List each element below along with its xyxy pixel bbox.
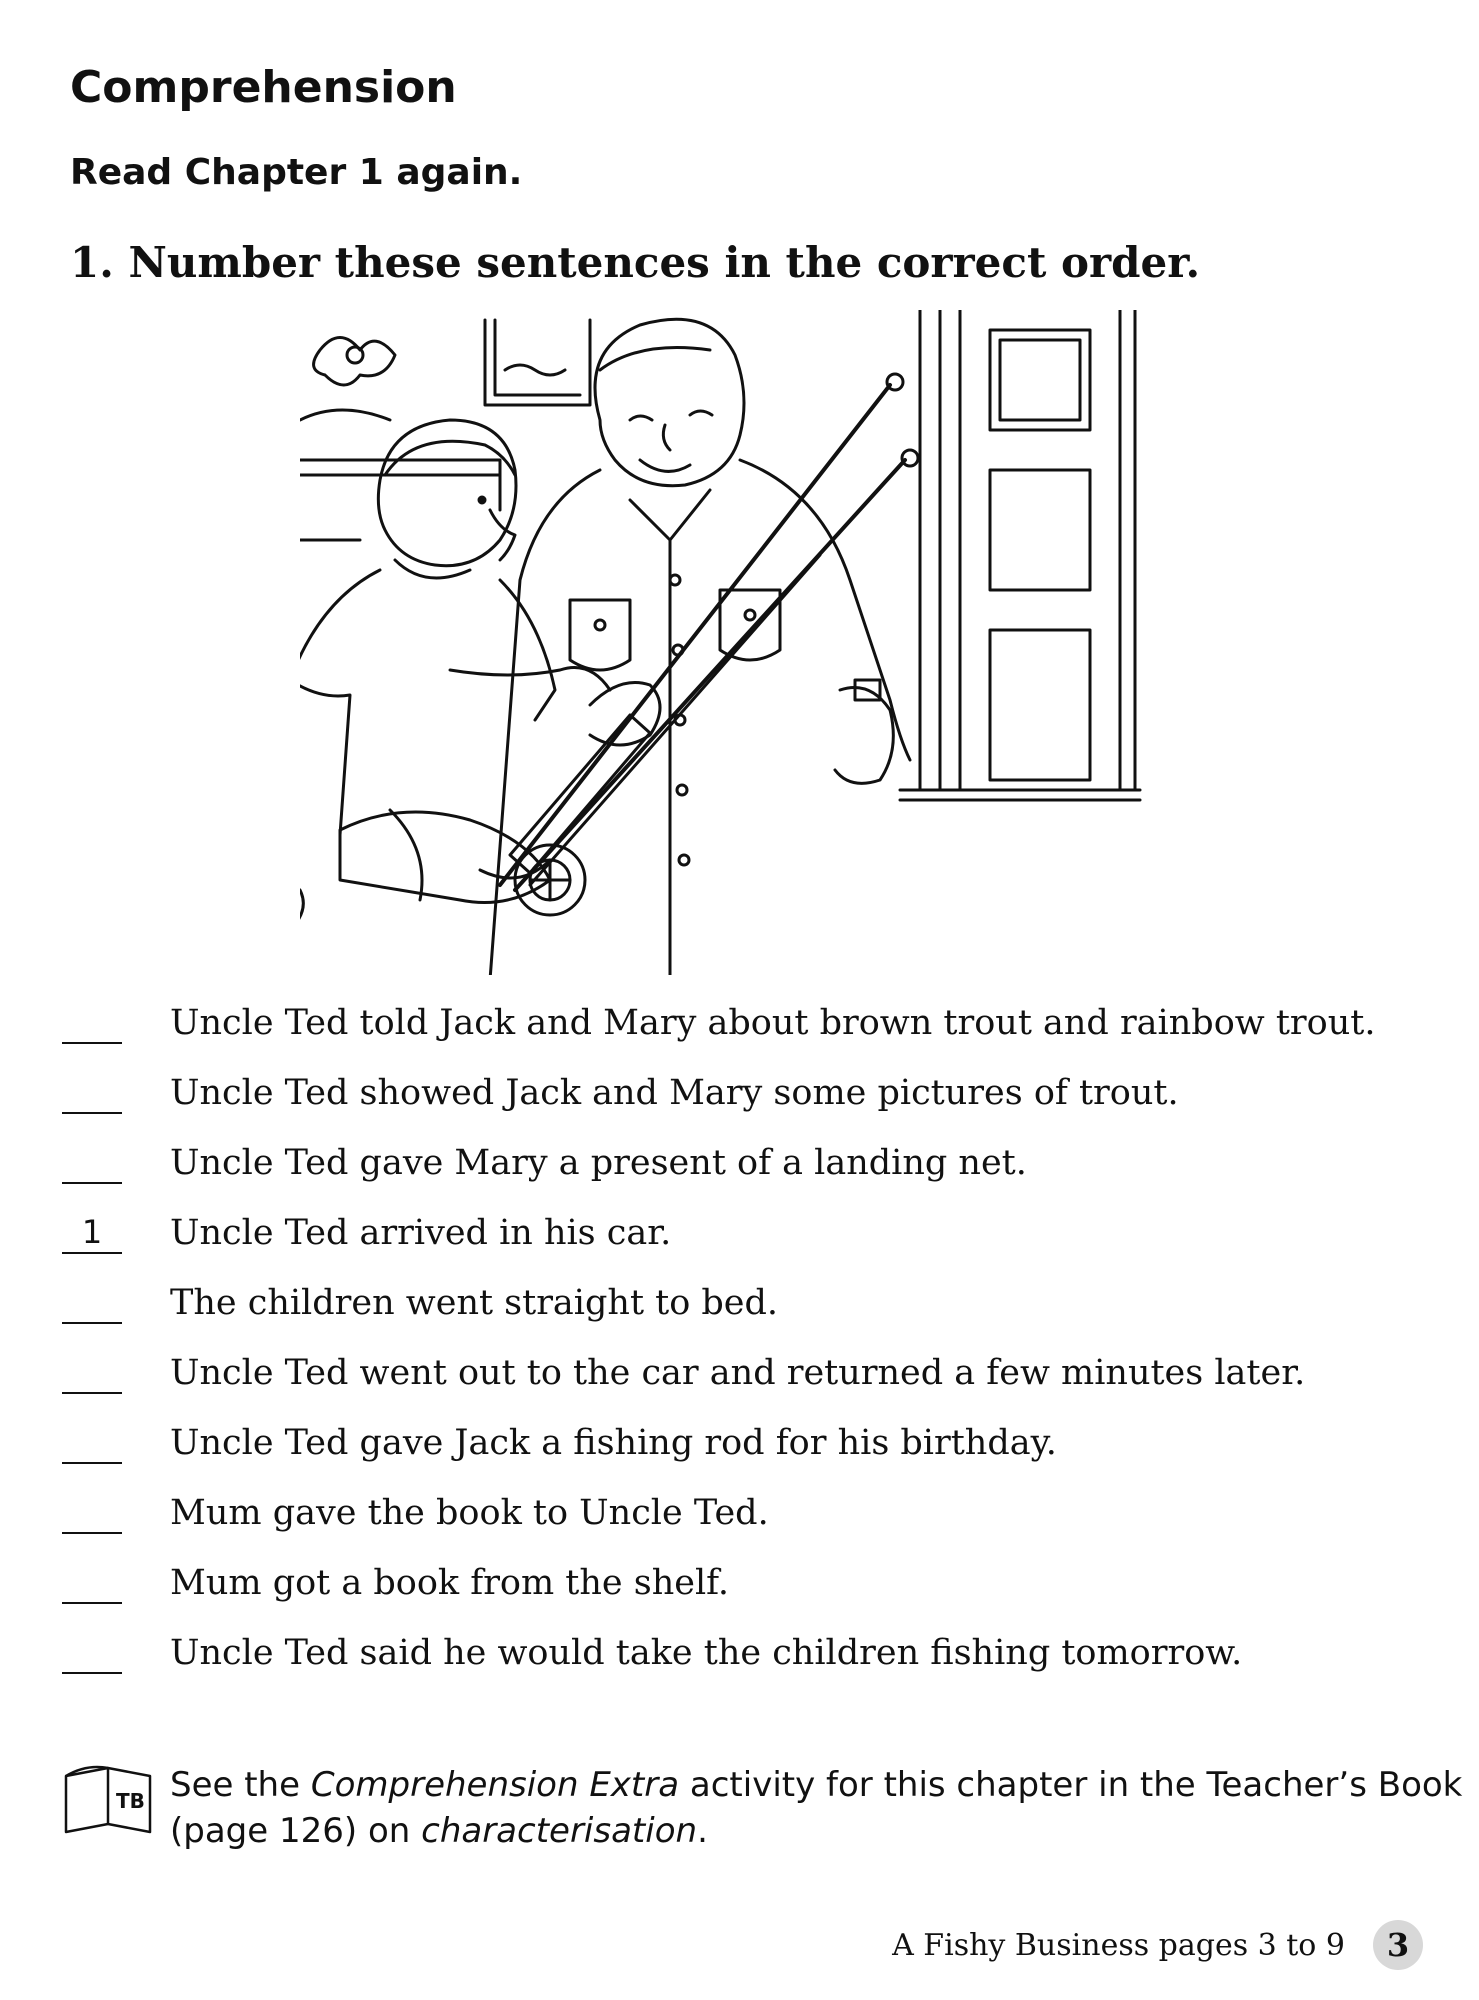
footer-text: A Fishy Business pages 3 to 9	[892, 1927, 1345, 1963]
answer-blank[interactable]	[62, 1002, 122, 1044]
sentence-text: Mum got a book from the shelf.	[170, 1563, 729, 1603]
note-suffix: .	[697, 1811, 708, 1851]
sentence-text: The children went straight to bed.	[170, 1283, 779, 1323]
list-item	[62, 1070, 1422, 1117]
instruction: 1. Number these sentences in the correct order.	[70, 238, 1201, 287]
note-text	[170, 1762, 1479, 1854]
list-item	[62, 1560, 1422, 1607]
list-item	[62, 1280, 1422, 1327]
list-item	[62, 1420, 1422, 1467]
answer-blank[interactable]	[62, 1282, 122, 1324]
sentence-text: Uncle Ted told Jack and Mary about brown trout and rainbow trout.	[170, 1003, 1376, 1043]
answer-blank[interactable]	[62, 1562, 122, 1604]
page-number: 3	[1373, 1920, 1423, 1970]
sentence-text: Mum gave the book to Uncle Ted.	[170, 1493, 769, 1533]
sentence-text: Uncle Ted showed Jack and Mary some pictures of trout.	[170, 1073, 1179, 1113]
sentence-text: Uncle Ted went out to the car and returned a few minutes later.	[170, 1353, 1306, 1393]
illustration-fishing-rod	[300, 310, 1180, 975]
teacher-book-note	[62, 1762, 1479, 1854]
answer-blank[interactable]	[62, 1422, 122, 1464]
sentence-list	[62, 1000, 1422, 1700]
answer-blank[interactable]	[62, 1492, 122, 1534]
list-item	[62, 1000, 1422, 1047]
list-item	[62, 1350, 1422, 1397]
teacher-book-icon-label: TB	[116, 1789, 145, 1813]
answer-blank[interactable]: 1	[62, 1212, 122, 1254]
note-italic-2: characterisation	[421, 1811, 698, 1851]
answer-blank[interactable]	[62, 1072, 122, 1114]
note-middle: activity for this chapter in the Teacher’s Book (page 126) on	[170, 1765, 1463, 1851]
note-italic-1: Comprehension Extra	[310, 1765, 680, 1805]
answer-blank[interactable]	[62, 1352, 122, 1394]
teacher-book-icon	[62, 1762, 154, 1838]
list-item	[62, 1490, 1422, 1537]
sentence-text: Uncle Ted gave Mary a present of a landing net.	[170, 1143, 1027, 1183]
answer-blank[interactable]	[62, 1632, 122, 1674]
list-item	[62, 1140, 1422, 1187]
answer-blank[interactable]	[62, 1142, 122, 1184]
sentence-text: Uncle Ted arrived in his car.	[170, 1213, 672, 1253]
list-item	[62, 1210, 1422, 1257]
sentence-text: Uncle Ted gave Jack a fishing rod for his birthday.	[170, 1423, 1057, 1463]
subtitle: Read Chapter 1 again.	[70, 152, 523, 193]
footer	[892, 1920, 1423, 1970]
page-title: Comprehension	[70, 62, 457, 113]
note-prefix: See the	[170, 1765, 311, 1805]
list-item	[62, 1630, 1422, 1677]
sentence-text: Uncle Ted said he would take the children fishing tomorrow.	[170, 1633, 1243, 1673]
